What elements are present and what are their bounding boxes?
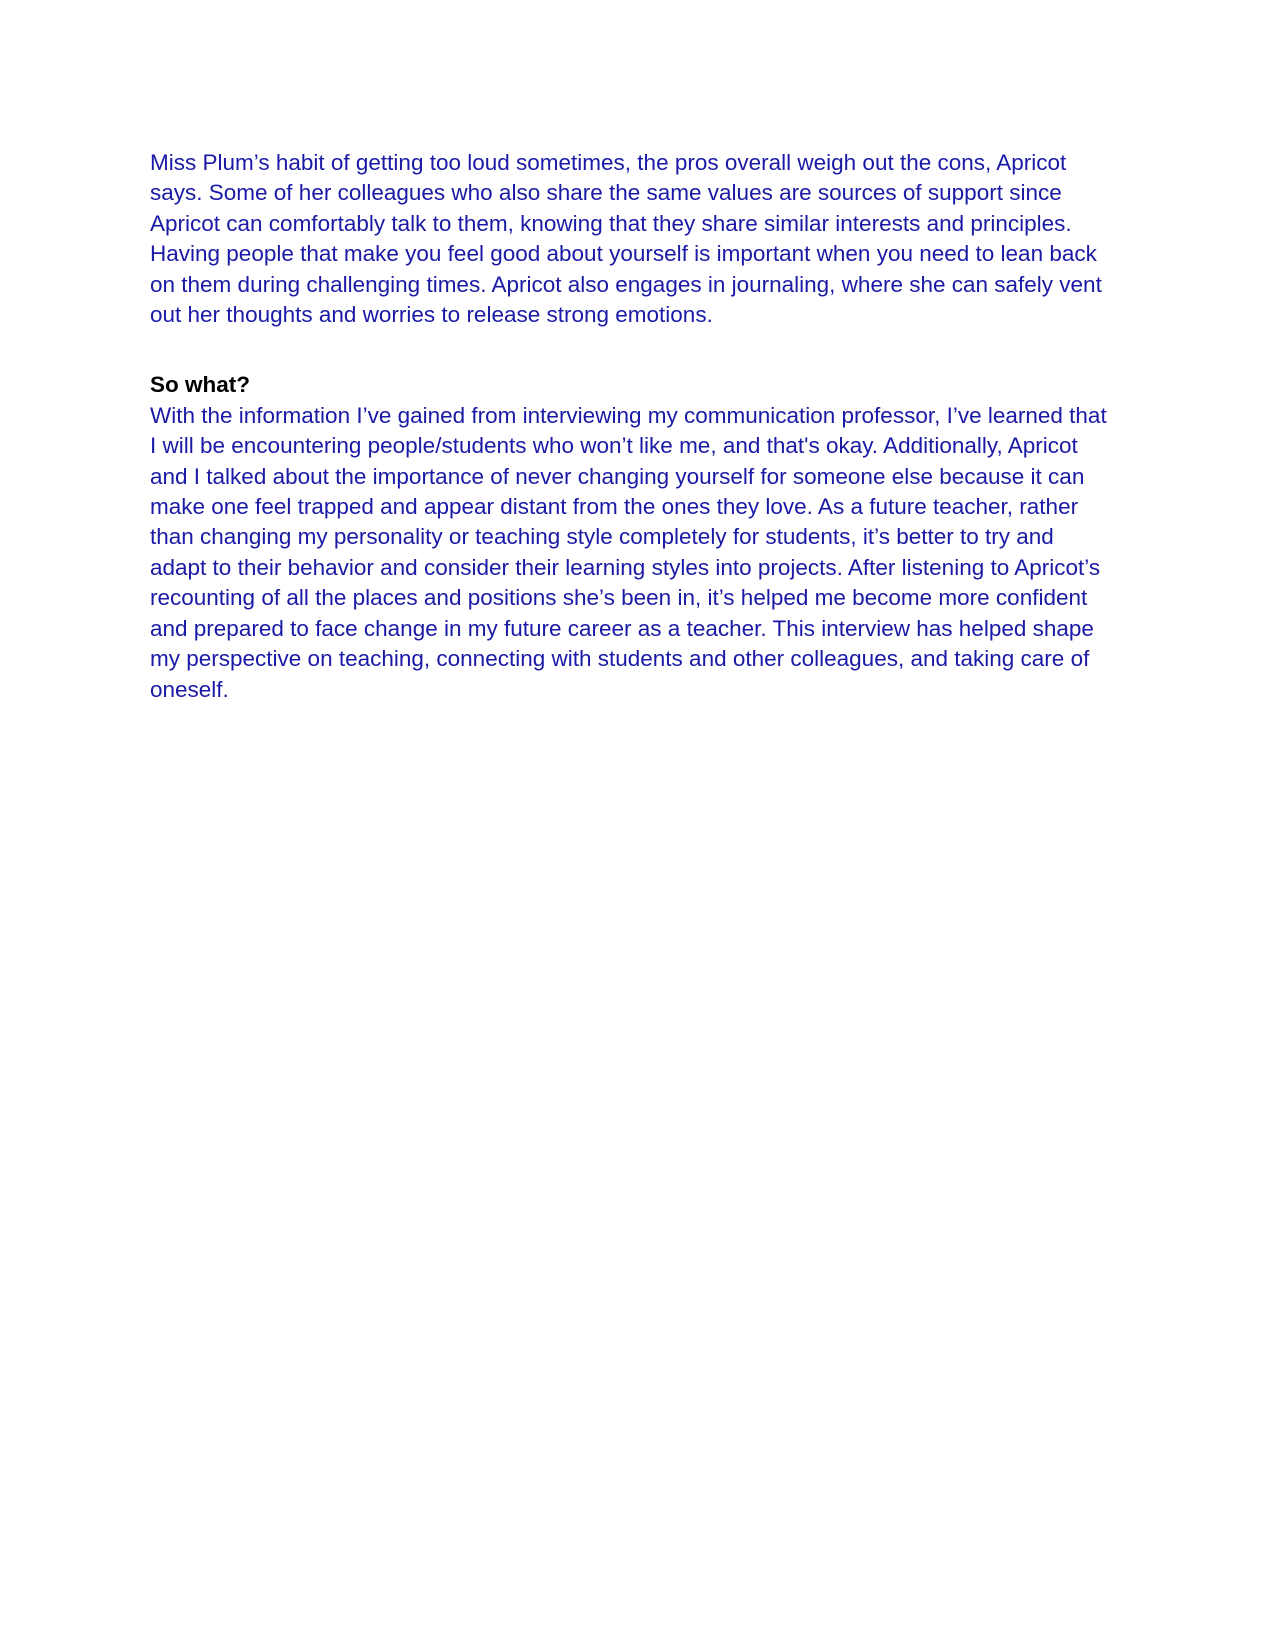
text-line: my perspective on teaching, connecting with students and other colleagues, and taking care of <box>150 646 1090 672</box>
text-line: Miss Plum’s habit of getting too loud sometimes, the pros overall weigh out the cons, Apricot <box>150 150 1067 175</box>
paragraph-so-what <box>150 401 1140 705</box>
text-line: than changing my personality or teaching style completely for students, it’s better to try and <box>150 524 1054 550</box>
text-line: out her thoughts and worries to release strong emotions. <box>150 302 713 328</box>
text-line: With the information I’ve gained from interviewing my communication professor, I’ve learned that <box>150 402 1107 428</box>
text-line: Apricot can comfortably talk to them, knowing that they share similar interests and principles. <box>150 210 1072 236</box>
text-line: says. Some of her colleagues who also share the same values are sources of support since <box>150 180 1062 206</box>
text-line: and prepared to face change in my future career as a teacher. This interview has helped shape <box>150 615 1094 641</box>
paragraph-spacer <box>150 330 1140 370</box>
text-line: and I talked about the importance of never changing yourself for someone else because it can <box>150 463 1085 489</box>
text-line: Having people that make you feel good about yourself is important when you need to lean back <box>150 241 1097 267</box>
text-line: adapt to their behavior and consider their learning styles into projects. After listening to Apricot’s <box>150 554 1101 580</box>
document-body <box>150 148 1140 705</box>
text-line: oneself. <box>150 676 229 702</box>
text-line: on them during challenging times. Apricot also engages in journaling, where she can safely vent <box>150 271 1102 297</box>
section-heading: So what? <box>150 372 250 398</box>
text-line: I will be encountering people/students who won’t like me, and that's okay. Additionally, Apricot <box>150 433 1078 459</box>
text-line: recounting of all the places and positions she’s been in, it’s helped me become more confident <box>150 585 1088 611</box>
text-line: make one feel trapped and appear distant from the ones they love. As a future teacher, rather <box>150 494 1079 520</box>
paragraph-support-sources <box>150 148 1140 330</box>
